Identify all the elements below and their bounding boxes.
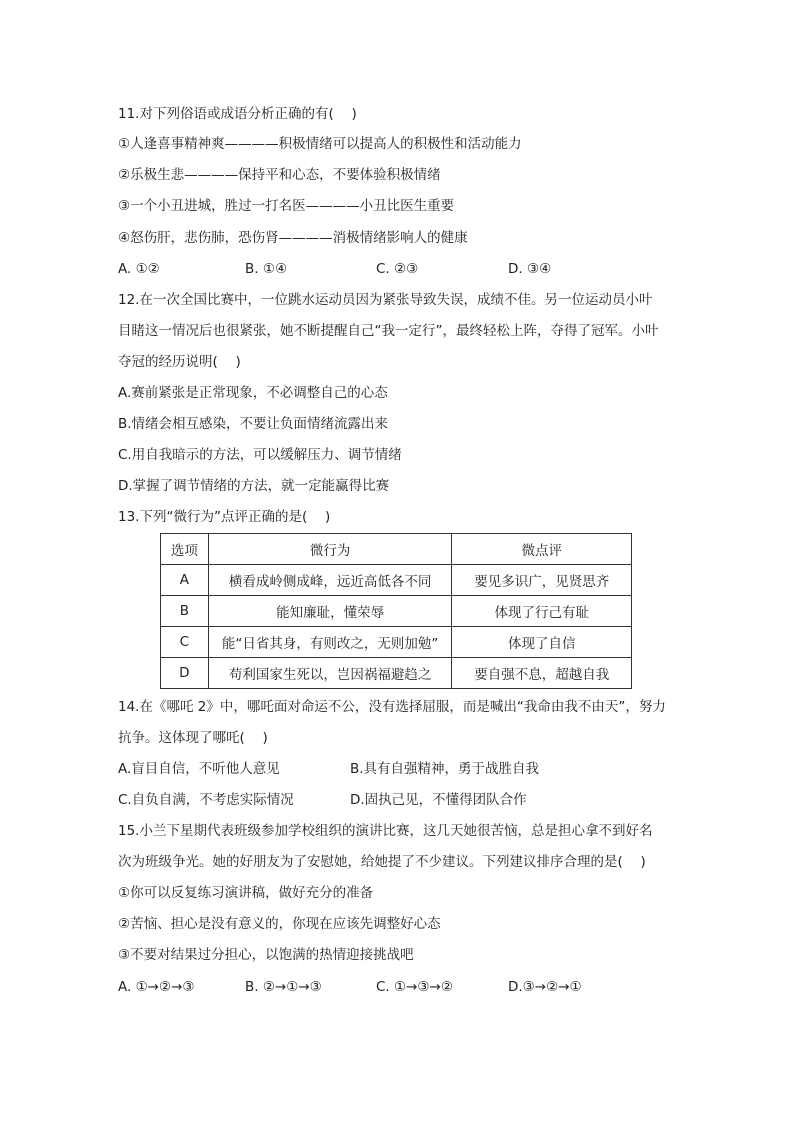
q12-stem-line-3: 夺冠的经历说明( )	[118, 354, 241, 370]
q11-option-a: A. ①②	[118, 261, 160, 277]
q11-option-c: C. ②③	[376, 261, 419, 277]
q12-option-a: A.赛前紧张是正常现象，不必调整自己的心态	[118, 385, 388, 401]
q11-item-2: ②乐极生悲————保持平和心态，不要体验积极情绪	[118, 167, 441, 183]
table-cell: D	[161, 658, 209, 689]
table-cell: B	[161, 596, 209, 627]
table-cell: 要自强不息，超越自我	[452, 658, 632, 689]
table-header-cell: 微点评	[452, 534, 632, 565]
q15-stem-line-1: 15.小兰下星期代表班级参加学校组织的演讲比赛，这几天她很苦恼，总是担心拿不到好名	[118, 823, 653, 839]
table-row	[161, 565, 632, 596]
q12-option-d: D.掌握了调节情绪的方法，就一定能赢得比赛	[118, 478, 390, 494]
table-cell: 体现了行己有耻	[452, 596, 632, 627]
table-header-row	[161, 534, 632, 565]
table-cell: 能“日省其身，有则改之，无则加勉”	[208, 627, 452, 658]
q12-option-b: B.情绪会相互感染，不要让负面情绪流露出来	[118, 416, 389, 432]
table-cell: A	[161, 565, 209, 596]
q12-stem-line-1: 12.在一次全国比赛中，一位跳水运动员因为紧张导致失误，成绩不佳。另一位运动员小叶	[118, 292, 653, 308]
table-cell: C	[161, 627, 209, 658]
q12-option-c: C.用自我暗示的方法，可以缓解压力、调节情绪	[118, 447, 402, 463]
table-cell: 体现了自信	[452, 627, 632, 658]
q13-table	[160, 533, 632, 689]
q15-option-b: B. ②→①→③	[245, 979, 322, 995]
table-row	[161, 627, 632, 658]
q14-stem-line-2: 抗争。这体现了哪吒( )	[118, 730, 268, 746]
q15-stem-line-2: 次为班级争光。她的好朋友为了安慰她，给她提了不少建议。下列建议排序合理的是( )	[118, 854, 646, 870]
q14-option-d: D.固执己见，不懂得团队合作	[350, 792, 527, 808]
q14-option-c: C.自负自满，不考虑实际情况	[118, 792, 294, 808]
q14-option-b: B.具有自强精神，勇于战胜自我	[350, 761, 540, 777]
q11-item-4: ④怒伤肝，悲伤肺，恐伤肾————消极情绪影响人的健康	[118, 230, 468, 246]
q15-option-a: A. ①→②→③	[118, 979, 195, 995]
table-row	[161, 658, 632, 689]
q15-item-3: ③不要对结果过分担心，以饱满的热情迎接挑战吧	[118, 947, 414, 963]
table-cell: 横看成岭侧成峰，远近高低各不同	[208, 565, 452, 596]
q11-option-b: B. ①④	[245, 261, 288, 277]
q14-stem-line-1: 14.在《哪吒 2》中，哪吒面对命运不公，没有选择屈服，而是喊出“我命由我不由天”，努力	[118, 699, 666, 715]
q15-item-1: ①你可以反复练习演讲稿，做好充分的准备	[118, 885, 374, 901]
q11-item-3: ③一个小丑进城，胜过一打名医————小丑比医生重要	[118, 198, 455, 214]
table-row	[161, 596, 632, 627]
q12-stem-line-2: 目睹这一情况后也很紧张，她不断提醒自己“我一定行”，最终轻松上阵，夺得了冠军。小叶	[118, 323, 659, 339]
q15-option-c: C. ①→③→②	[376, 979, 453, 995]
table-cell: 要见多识广，见贤思齐	[452, 565, 632, 596]
table-cell: 苟利国家生死以，岂因祸福避趋之	[208, 658, 452, 689]
table-cell: 能知廉耻，懂荣辱	[208, 596, 452, 627]
q11-stem: 11.对下列俗语或成语分析正确的有( )	[118, 106, 357, 122]
q13-stem: 13.下列“微行为”点评正确的是( )	[118, 509, 331, 525]
q14-option-a: A.盲目自信，不听他人意见	[118, 761, 280, 777]
q15-option-d: D.③→②→①	[508, 979, 582, 995]
q11-item-1: ①人逢喜事精神爽————积极情绪可以提高人的积极性和活动能力	[118, 136, 522, 152]
q15-item-2: ②苦恼、担心是没有意义的，你现在应该先调整好心态	[118, 916, 441, 932]
table-header-cell: 微行为	[208, 534, 452, 565]
q11-option-d: D. ③④	[508, 261, 552, 277]
table-header-cell: 选项	[161, 534, 209, 565]
